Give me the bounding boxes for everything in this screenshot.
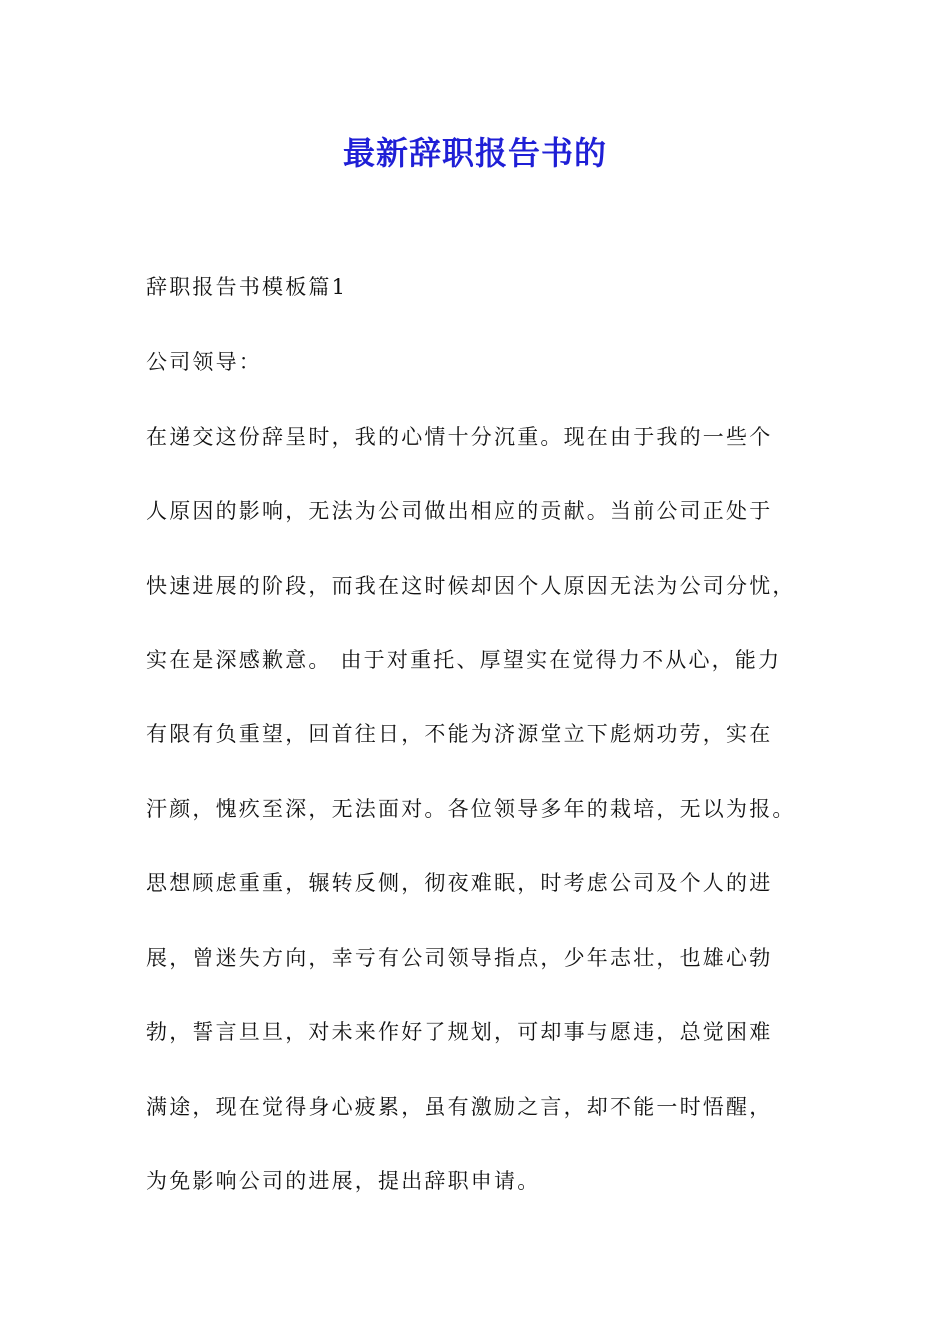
section-heading: 辞职报告书模板篇1 (146, 275, 348, 299)
body-line: 有限有负重望，回首往日，不能为济源堂立下彪炳功劳，实在 (146, 722, 773, 746)
body-line: 人原因的影响，无法为公司做出相应的贡献。当前公司正处于 (146, 499, 773, 523)
body-line: 勃，誓言旦旦，对未来作好了规划，可却事与愿违，总觉困难 (146, 1020, 773, 1044)
body-line: 在递交这份辞呈时，我的心情十分沉重。现在由于我的一些个 (146, 425, 773, 449)
body-line: 汗颜，愧疚至深，无法面对。各位领导多年的栽培，无以为报。 (146, 797, 796, 821)
body-line: 为免影响公司的进展，提出辞职申请。 (146, 1169, 541, 1193)
body-line: 思想顾虑重重，辗转反侧，彻夜难眠，时考虑公司及个人的进 (146, 871, 773, 895)
body-line: 满途，现在觉得身心疲累，虽有激励之言，却不能一时悟醒， (146, 1095, 773, 1119)
body-line: 展，曾迷失方向，幸亏有公司领导指点，少年志壮，也雄心勃 (146, 946, 773, 970)
salutation: 公司领导： (146, 350, 262, 374)
body-line: 快速进展的阶段，而我在这时候却因个人原因无法为公司分忧， (146, 574, 796, 598)
document-title: 最新辞职报告书的 (342, 134, 607, 172)
body-line: 实在是深感歉意。 由于对重托、厚望实在觉得力不从心，能力 (146, 648, 782, 672)
